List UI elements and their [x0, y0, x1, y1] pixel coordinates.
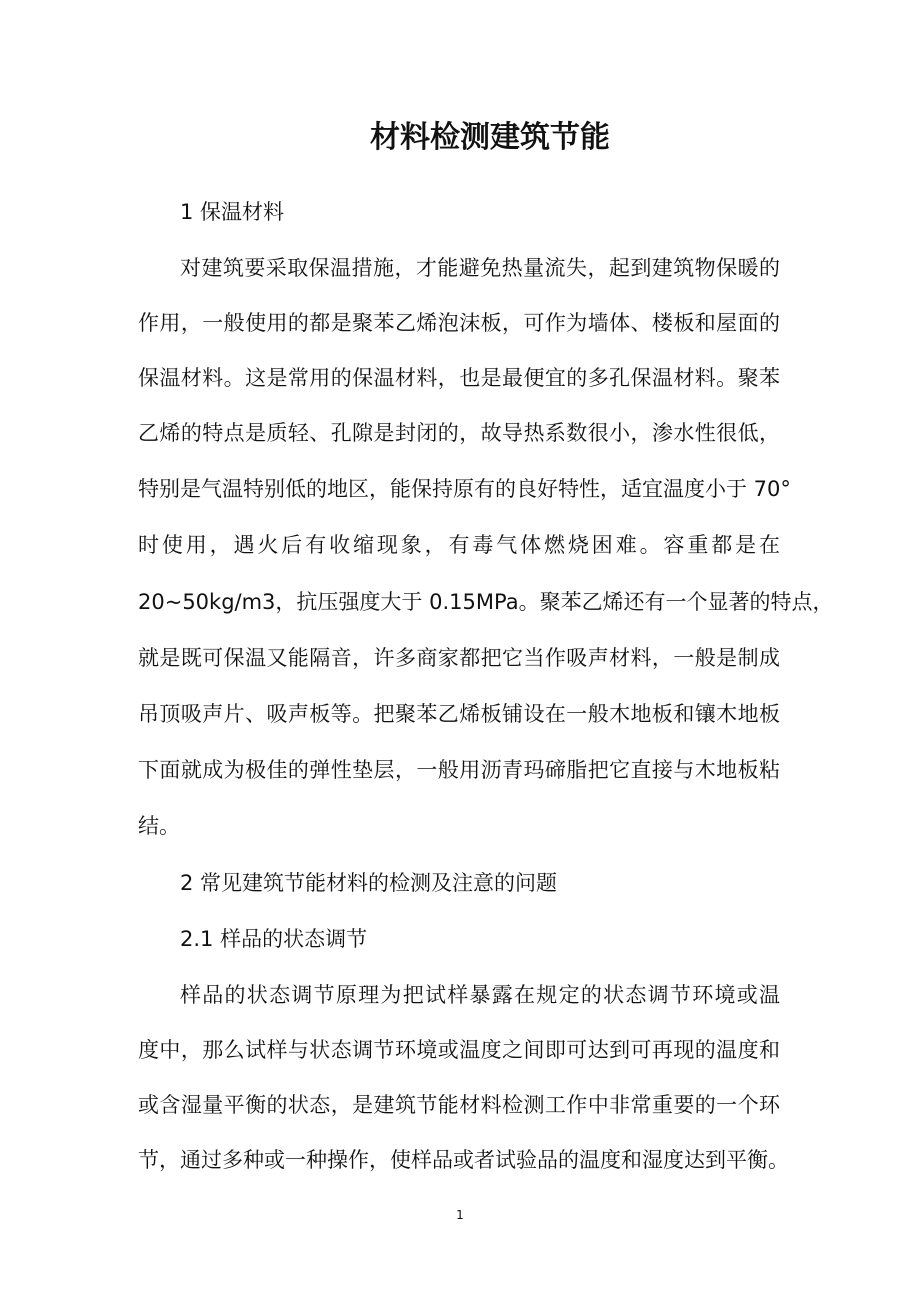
- paragraph-line: 结。: [138, 814, 180, 838]
- subsection-heading: 2.1 样品的状态调节: [180, 927, 368, 951]
- paragraph-line: 度中，那么试样与状态调节环境或温度之间即可达到可再现的温度和: [138, 1038, 780, 1062]
- paragraph-line: 乙烯的特点是质轻、孔隙是封闭的，故导热系数很小，渗水性很低，: [138, 421, 780, 445]
- paragraph-line: 下面就成为极佳的弹性垫层，一般用沥青玛碲脂把它直接与木地板粘: [138, 758, 780, 782]
- paragraph-line: 特别是气温特别低的地区，能保持原有的良好特性，适宜温度小于 70°: [138, 477, 791, 501]
- paragraph-line: 样品的状态调节原理为把试样暴露在规定的状态调节环境或温: [180, 983, 780, 1007]
- document-title: 材料检测建筑节能: [370, 120, 610, 155]
- paragraph-line: 对建筑要采取保温措施，才能避免热量流失，起到建筑物保暖的: [180, 256, 780, 280]
- paragraph-line: 或含湿量平衡的状态，是建筑节能材料检测工作中非常重要的一个环: [138, 1093, 780, 1117]
- section-heading: 1 保温材料: [180, 200, 285, 224]
- paragraph-line: 20~50kg/m3，抗压强度大于 0.15MPa。聚苯乙烯还有一个显著的特点，: [138, 590, 834, 614]
- page-number: 1: [456, 1208, 464, 1222]
- paragraph-line: 就是既可保温又能隔音，许多商家都把它当作吸声材料，一般是制成: [138, 646, 780, 670]
- paragraph-line: 节，通过多种或一种操作，使样品或者试验品的温度和湿度达到平衡。: [138, 1148, 789, 1172]
- paragraph-line: 作用，一般使用的都是聚苯乙烯泡沫板，可作为墙体、楼板和屋面的: [138, 311, 780, 335]
- section-heading: 2 常见建筑节能材料的检测及注意的问题: [180, 871, 558, 895]
- paragraph-line: 吊顶吸声片、吸声板等。把聚苯乙烯板铺设在一般木地板和镶木地板: [138, 702, 780, 726]
- paragraph-line: 时使用，遇火后有收缩现象，有毒气体燃烧困难。容重都是在: [138, 533, 780, 557]
- paragraph-line: 保温材料。这是常用的保温材料，也是最便宜的多孔保温材料。聚苯: [138, 366, 780, 390]
